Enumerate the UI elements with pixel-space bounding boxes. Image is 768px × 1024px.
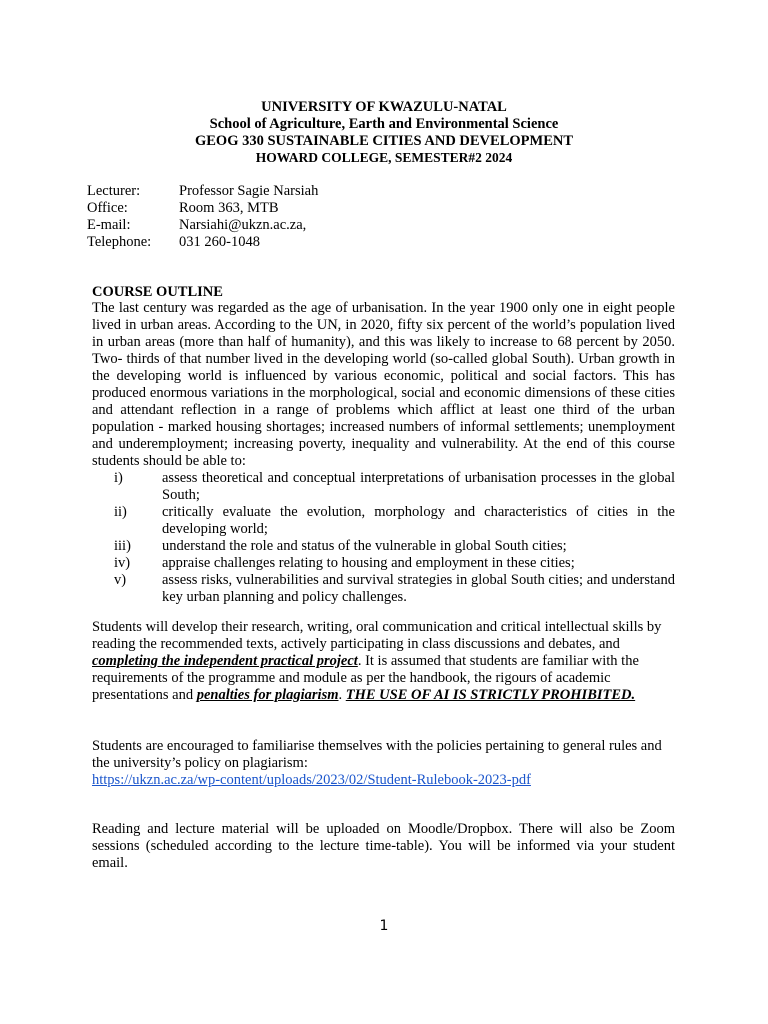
list-item xyxy=(92,504,675,538)
policy-text: Students are encouraged to familiarise themselves with the policies pertaining to general rules and the university’s policy on plagiarism: xyxy=(92,738,662,771)
objective-number: v) xyxy=(114,572,127,588)
university-name: UNIVERSITY OF KWAZULU-NATAL xyxy=(261,99,507,115)
contact-label: E-mail: xyxy=(87,217,131,233)
ai-prohibited-notice: THE USE OF AI IS STRICTLY PROHIBITED. xyxy=(345,687,636,703)
course-outline-body: The last century was regarded as the age of urbanisation. In the year 1900 only one in eight people lived in urban areas. According to the UN, in 2020, fifty six percent of the world’s population lived in urban areas (more than half of humanity), and this was likely to increase to 68 percent by 2050. Two- thirds of that number lived in the developing world (so-called global South). Urban growth in the developing world is influenced by various economic, political and social factors. This has produced enormous variations in the morphological, social and economic dimensions of these cities and attendant reflection in a range of problems which afflict at least one third of the urban population - marked housing shortages; increased numbers of informal settlements; unemployment and underemployment; increasing poverty, inequality and vulnerability. At the end of this course students should be able to: xyxy=(92,300,675,469)
course-title: GEOG 330 SUSTAINABLE CITIES AND DEVELOPMENT xyxy=(194,133,574,149)
material-paragraph: Reading and lecture material will be uploaded on Moodle/Dropbox. There will also be Zoom sessions (scheduled according to the lecture time-table). You will be informed via your student email. xyxy=(92,821,675,871)
skills-paragraph xyxy=(92,619,675,704)
objectives-list xyxy=(92,470,675,606)
objective-text: assess risks, vulnerabilities and survival strategies in global South cities; and understand key urban planning and policy challenges. xyxy=(162,572,675,605)
contact-value: 031 260-1048 xyxy=(179,234,260,250)
independent-project-emphasis: completing the independent practical project xyxy=(92,653,358,669)
list-item xyxy=(92,470,675,504)
document-header xyxy=(0,99,768,166)
skills-text-1: Students will develop their research, writing, oral communication and critical intellectual skills by reading the recommended texts, actively participating in class discussions and debates, and xyxy=(92,619,662,652)
campus-semester: HOWARD COLLEGE, SEMESTER#2 2024 xyxy=(255,150,513,165)
skills-text-2: . It is assumed that students are familiar with the requirements of the programme and module as per the handbook, the rigours of academic presentations and xyxy=(92,653,639,703)
school-name: School of Agriculture, Earth and Environmental Science xyxy=(209,116,559,132)
objective-number: i) xyxy=(114,470,123,486)
list-item xyxy=(92,555,675,572)
objective-number: iv) xyxy=(114,555,131,571)
student-rulebook-link[interactable]: https://ukzn.ac.za/wp-content/uploads/2023/02/Student-Rulebook-2023-pdf xyxy=(92,772,531,788)
objective-text: understand the role and status of the vulnerable in global South cities; xyxy=(162,538,567,554)
objective-number: ii) xyxy=(114,504,127,520)
contact-row-office xyxy=(87,200,318,217)
contact-value: Narsiahi@ukzn.ac.za, xyxy=(179,217,307,233)
contact-value: Room 363, MTB xyxy=(179,200,279,216)
list-item xyxy=(92,538,675,555)
skills-text-3: . xyxy=(338,687,346,703)
contact-row-telephone xyxy=(87,234,318,251)
contact-label: Telephone: xyxy=(87,234,152,250)
objective-number: iii) xyxy=(114,538,131,554)
objective-text: assess theoretical and conceptual interpretations of urbanisation processes in the global South; xyxy=(162,470,675,503)
contact-label: Lecturer: xyxy=(87,183,141,199)
course-outline-heading: COURSE OUTLINE xyxy=(92,284,223,300)
contact-label: Office: xyxy=(87,200,128,216)
course-outline xyxy=(92,300,675,606)
contact-row-email xyxy=(87,217,318,234)
contact-value: Professor Sagie Narsiah xyxy=(179,183,319,199)
list-item xyxy=(92,572,675,606)
plagiarism-emphasis: penalties for plagiarism xyxy=(196,687,339,703)
objective-text: appraise challenges relating to housing and employment in these cities; xyxy=(162,555,575,571)
policy-paragraph xyxy=(92,738,675,789)
page-number: 1 xyxy=(379,918,389,934)
objective-text: critically evaluate the evolution, morphology and characteristics of cities in the developing world; xyxy=(162,504,675,537)
contact-details xyxy=(87,183,318,251)
contact-row-lecturer xyxy=(87,183,318,200)
